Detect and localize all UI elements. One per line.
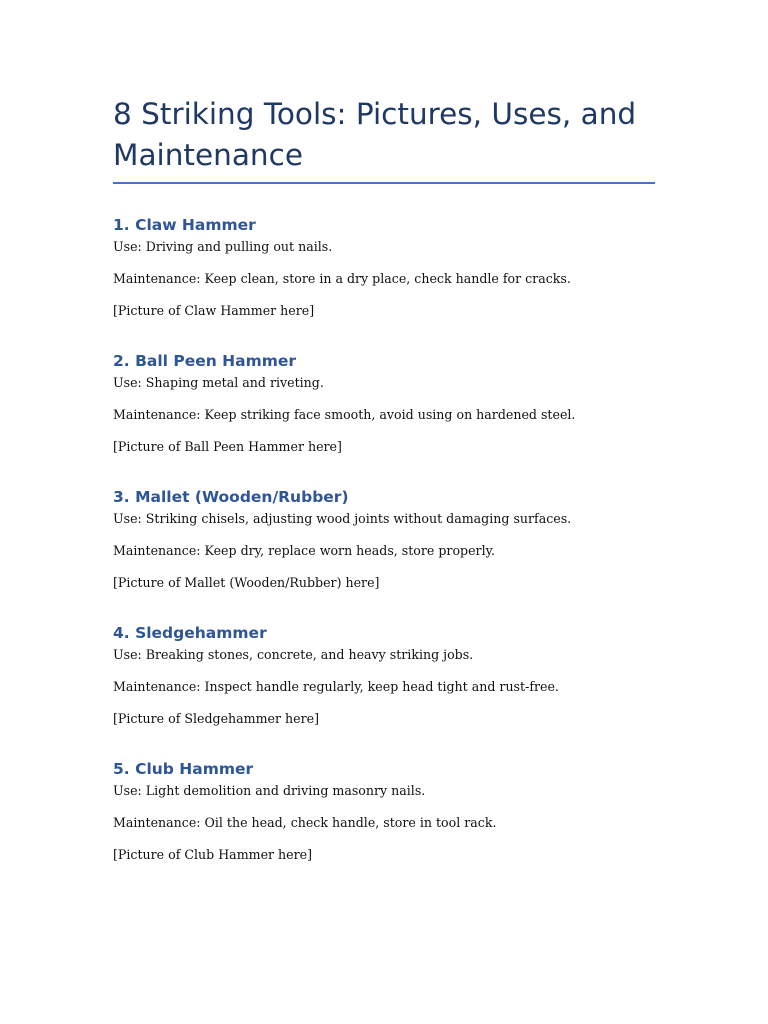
document-page — [113, 94, 655, 864]
page-title: 8 Striking Tools: Pictures, Uses, and Maintenance — [113, 97, 637, 172]
section-mallet — [113, 487, 655, 592]
section-heading: 2. Ball Peen Hammer — [113, 352, 297, 370]
section-heading: 1. Claw Hammer — [113, 216, 256, 234]
maintenance-paragraph: Maintenance: Oil the head, check handle, store in tool rack. — [113, 815, 497, 830]
section-heading: 5. Club Hammer — [113, 760, 254, 778]
title-underline-rule — [113, 182, 655, 184]
use-paragraph: Use: Shaping metal and riveting. — [113, 375, 324, 390]
section-heading: 4. Sledgehammer — [113, 624, 267, 642]
section-heading: 3. Mallet (Wooden/Rubber) — [113, 488, 349, 506]
picture-placeholder: [Picture of Claw Hammer here] — [113, 303, 315, 318]
section-club-hammer — [113, 759, 655, 864]
use-paragraph: Use: Striking chisels, adjusting wood joints without damaging surfaces. — [113, 511, 572, 526]
section-ball-peen-hammer — [113, 351, 655, 456]
section-sledgehammer — [113, 623, 655, 728]
maintenance-paragraph: Maintenance: Keep clean, store in a dry place, check handle for cracks. — [113, 271, 571, 286]
maintenance-paragraph: Maintenance: Inspect handle regularly, keep head tight and rust-free. — [113, 679, 559, 694]
use-paragraph: Use: Driving and pulling out nails. — [113, 239, 333, 254]
use-paragraph: Use: Light demolition and driving masonry nails. — [113, 783, 426, 798]
picture-placeholder: [Picture of Sledgehammer here] — [113, 711, 319, 726]
maintenance-paragraph: Maintenance: Keep striking face smooth, avoid using on hardened steel. — [113, 407, 576, 422]
section-claw-hammer — [113, 215, 655, 320]
picture-placeholder: [Picture of Club Hammer here] — [113, 847, 313, 862]
use-paragraph: Use: Breaking stones, concrete, and heavy striking jobs. — [113, 647, 474, 662]
maintenance-paragraph: Maintenance: Keep dry, replace worn heads, store properly. — [113, 543, 496, 558]
picture-placeholder: [Picture of Ball Peen Hammer here] — [113, 439, 342, 454]
picture-placeholder: [Picture of Mallet (Wooden/Rubber) here] — [113, 575, 380, 590]
